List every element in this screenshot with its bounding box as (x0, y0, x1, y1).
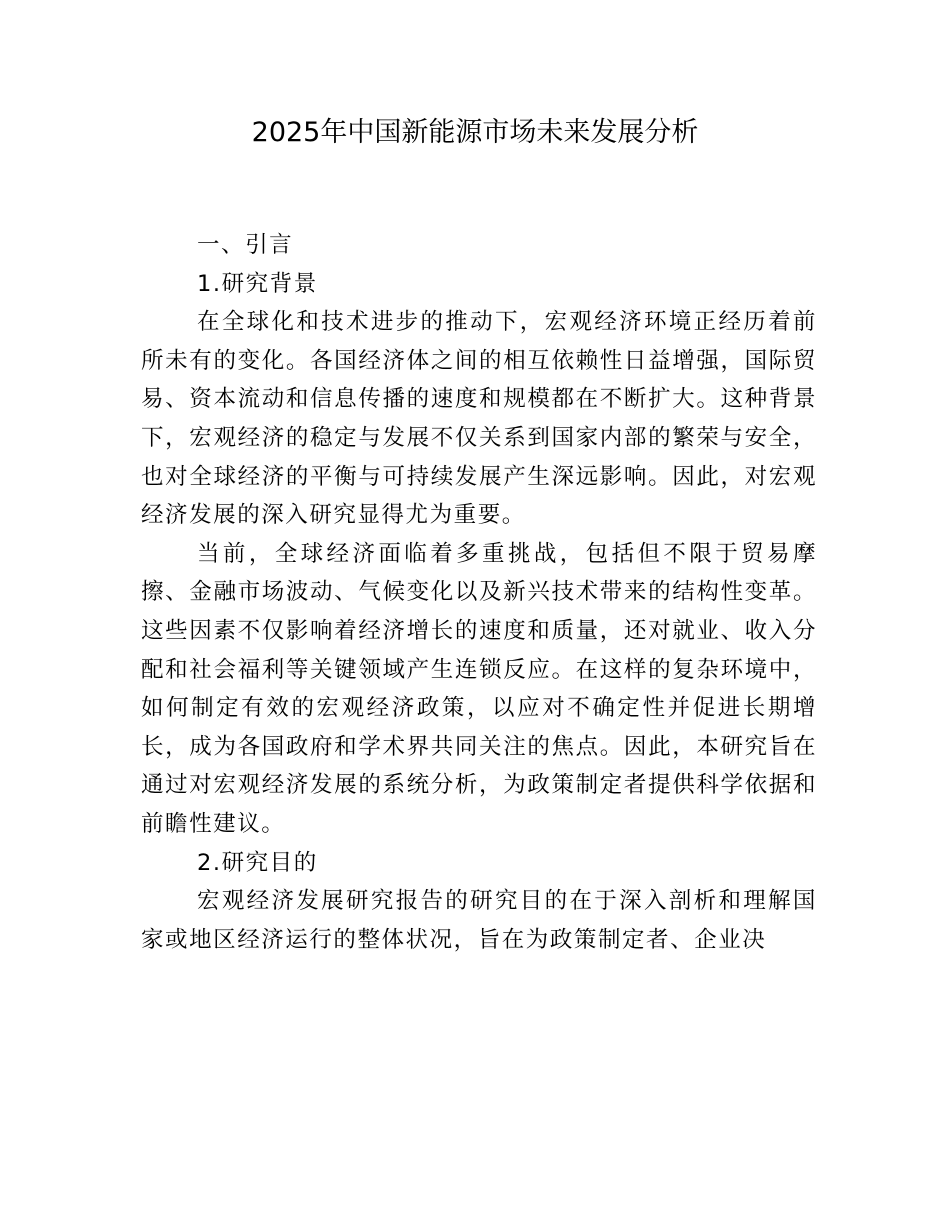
subsection-heading-purpose: 2.研究目的 (197, 849, 318, 876)
paragraph-background-2: 当前，全球经济面临着多重挑战，包括但不限于贸易摩擦、金融市场波动、气候变化以及新兴技术带来的结构性变革。这些因素不仅影响着经济增长的速度和质量，还对就业、收入分配和社会福利等关键领域产生连锁反应。在这样的复杂环境中，如何制定有效的宏观经济政策，以应对不确定性并促进长期增长，成为各国政府和学术界共同关注的焦点。因此，本研究旨在通过对宏观经济发展的系统分析，为政策制定者提供科学依据和前瞻性建议。 (141, 540, 817, 837)
document-body (141, 226, 817, 959)
paragraph-background-1: 在全球化和技术进步的推动下，宏观经济环境正经历着前所未有的变化。各国经济体之间的相互依赖性日益增强，国际贸易、资本流动和信息传播的速度和规模都在不断扩大。这种背景下，宏观经济的稳定与发展不仅关系到国家内部的繁荣与安全，也对全球经济的平衡与可持续发展产生深远影响。因此，对宏观经济发展的深入研究显得尤为重要。 (141, 309, 817, 529)
section-heading: 一、引言 (197, 232, 294, 258)
document-title: 2025年中国新能源市场未来发展分析 (251, 117, 699, 148)
subsection-heading-background: 1.研究背景 (197, 270, 318, 297)
paragraph-purpose: 宏观经济发展研究报告的研究目的在于深入剖析和理解国家或地区经济运行的整体状况，旨在为政策制定者、企业决 (141, 888, 817, 953)
